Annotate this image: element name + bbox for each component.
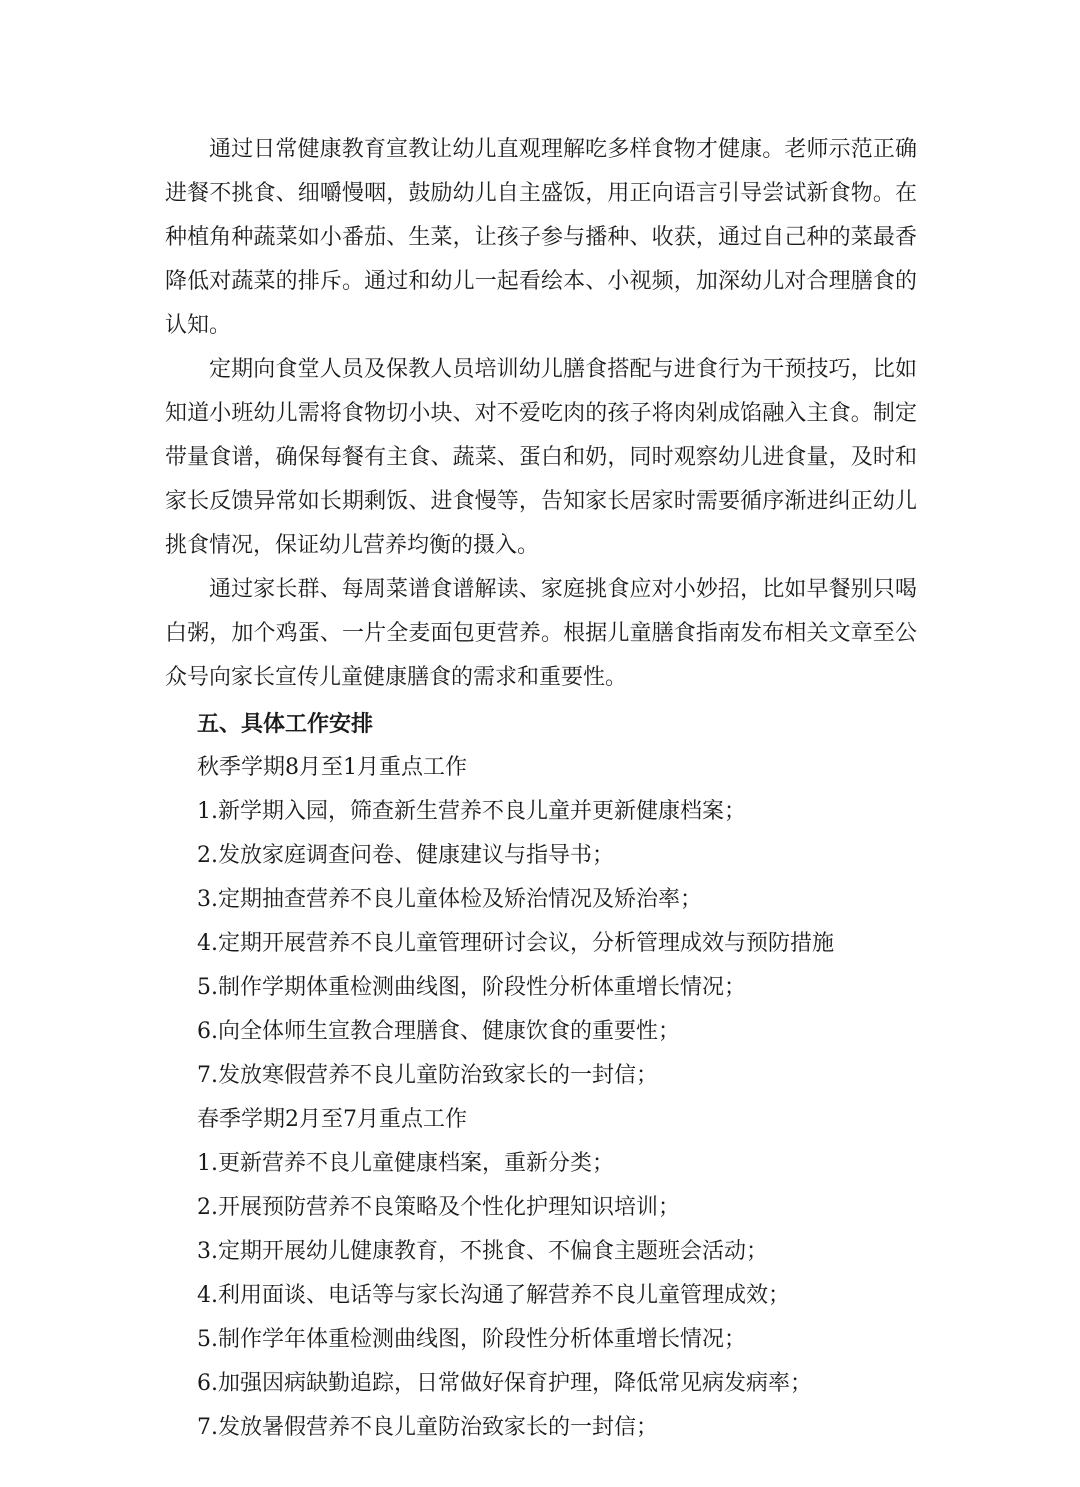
autumn-task-item: 2.发放家庭调查问卷、健康建议与指导书； xyxy=(197,843,614,868)
autumn-term-title: 秋季学期8月至1月重点工作 xyxy=(197,755,467,780)
autumn-task-item: 7.发放寒假营养不良儿童防治致家长的一封信； xyxy=(197,1063,658,1088)
section-heading: 五、具体工作安排 xyxy=(197,711,374,737)
spring-term-title: 春季学期2月至7月重点工作 xyxy=(197,1107,467,1132)
autumn-task-list xyxy=(165,790,917,1098)
spring-task-item: 2.开展预防营养不良策略及个性化护理知识培训； xyxy=(197,1195,680,1220)
autumn-task-item: 6.向全体师生宣教合理膳食、健康饮食的重要性； xyxy=(197,1019,680,1044)
autumn-task-item: 1.新学期入园，筛查新生营养不良儿童并更新健康档案； xyxy=(197,799,746,824)
spring-task-item: 4.利用面谈、电话等与家长沟通了解营养不良儿童管理成效； xyxy=(197,1283,790,1308)
autumn-task-item: 5.制作学期体重检测曲线图，阶段性分析体重增长情况； xyxy=(197,975,746,1000)
autumn-task-item: 4.定期开展营养不良儿童管理研讨会议，分析管理成效与预防措施 xyxy=(197,931,834,956)
paragraph-staff-training: 定期向食堂人员及保教人员培训幼儿膳食搭配与进食行为干预技巧，比如知道小班幼儿需将食物切小块、对不爱吃肉的孩子将肉剁成馅融入主食。制定带量食谱，确保每餐有主食、蔬菜、蛋白和奶，同时观察幼儿进食量，及时和家长反馈异常如长期剩饭、进食慢等，告知家长居家时需要循序渐进纠正幼儿挑食情况，保证幼儿营养均衡的摄入。 xyxy=(165,357,917,558)
document-page xyxy=(165,128,917,1450)
spring-task-item: 7.发放暑假营养不良儿童防治致家长的一封信； xyxy=(197,1415,658,1440)
spring-task-list xyxy=(165,1142,917,1450)
spring-task-item: 6.加强因病缺勤追踪，日常做好保育护理，降低常见病发病率； xyxy=(197,1371,812,1396)
spring-task-item: 5.制作学年体重检测曲线图，阶段性分析体重增长情况； xyxy=(197,1327,746,1352)
paragraph-health-education: 通过日常健康教育宣教让幼儿直观理解吃多样食物才健康。老师示范正确进餐不挑食、细嚼慢咽，鼓励幼儿自主盛饭，用正向语言引导尝试新食物。在种植角种蔬菜如小番茄、生菜，让孩子参与播种、收获，通过自己种的菜最香降低对蔬菜的排斥。通过和幼儿一起看绘本、小视频，加深幼儿对合理膳食的认知。 xyxy=(165,137,917,338)
spring-task-item: 3.定期开展幼儿健康教育，不挑食、不偏食主题班会活动； xyxy=(197,1239,768,1264)
spring-task-item: 1.更新营养不良儿童健康档案，重新分类； xyxy=(197,1151,614,1176)
paragraph-parent-outreach: 通过家长群、每周菜谱食谱解读、家庭挑食应对小妙招，比如早餐别只喝白粥，加个鸡蛋、一片全麦面包更营养。根据儿童膳食指南发布相关文章至公众号向家长宣传儿童健康膳食的需求和重要性。 xyxy=(165,577,917,690)
autumn-task-item: 3.定期抽查营养不良儿童体检及矫治情况及矫治率； xyxy=(197,887,702,912)
